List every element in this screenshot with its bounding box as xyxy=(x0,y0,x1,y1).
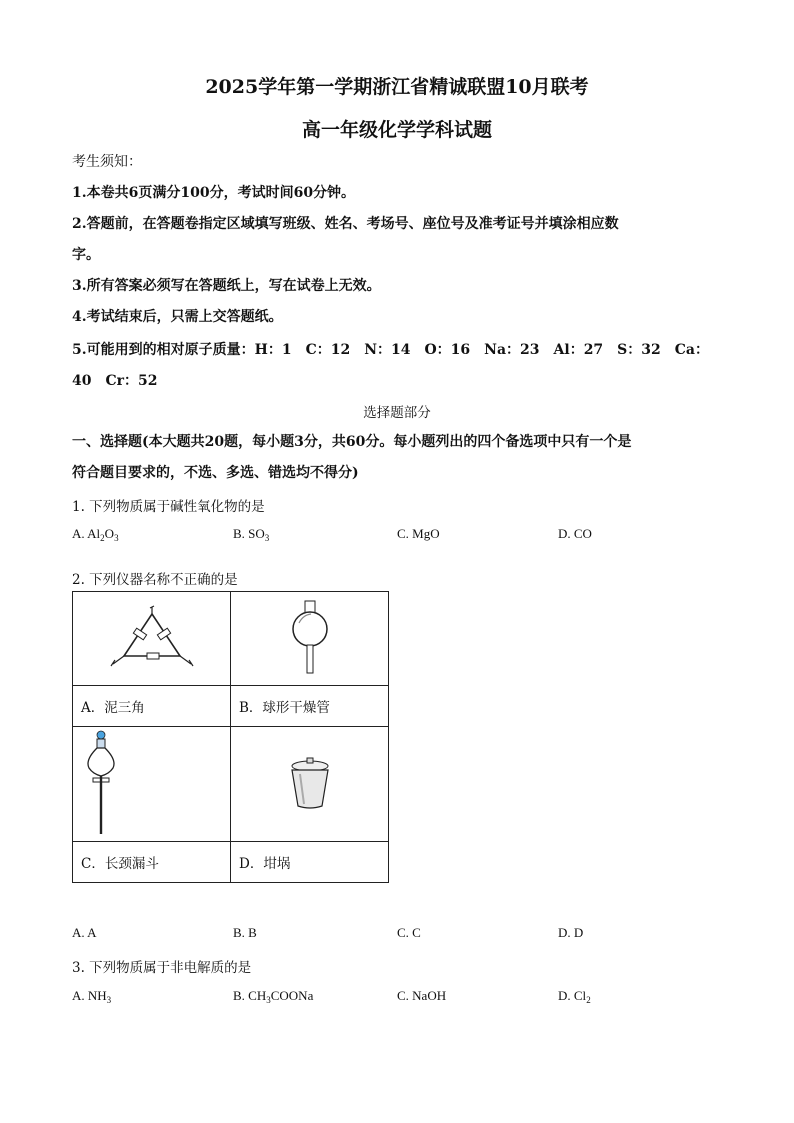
notice-item-5-cont: 40 Cr：52 xyxy=(72,373,158,389)
section-title: 选择题部分 xyxy=(363,405,431,421)
q2-stem: 2. 下列仪器名称不正确的是 xyxy=(72,572,238,588)
cell-drying-tube-image xyxy=(231,592,389,686)
q3-option-b: B. $CH_3COONa$ xyxy=(233,988,314,1005)
cell-funnel-image xyxy=(73,727,231,842)
q3-option-d: D. $Cl_2$ xyxy=(558,988,591,1005)
q1-option-b: B. $SO_3$ xyxy=(233,526,270,543)
notice-item-2: 2.答题前，在答题卷指定区域填写班级、姓名、考场号、座位号及准考证号并填涂相应数 xyxy=(72,216,619,232)
cell-crucible-image xyxy=(231,727,389,842)
separatory-funnel-icon xyxy=(81,730,121,838)
exam-title: 2025学年第一学期浙江省精诚联盟10月联考 xyxy=(205,76,589,98)
q3-option-a: A. $NH_3$ xyxy=(72,988,112,1005)
q1-option-c: C. MgO xyxy=(397,526,440,541)
notice-item-2-cont: 字。 xyxy=(72,247,100,263)
cell-label-b: B．球形干燥管 xyxy=(231,686,389,727)
notice-item-5: 5.可能用到的相对原子质量：H：1 C：12 N：14 O：16 Na：23 Al：27 S：32 Ca： xyxy=(72,342,709,358)
notice-heading: 考生须知： xyxy=(72,154,142,170)
clay-triangle-icon xyxy=(107,604,197,674)
section-instructions: 一、选择题(本大题共20题，每小题3分，共60分。每小题列出的四个备选项中只有一个是 xyxy=(72,434,632,450)
q1-option-a: A. $Al_2O_3$ xyxy=(72,526,119,543)
q2-option-c: C. C xyxy=(397,925,421,940)
cell-clay-triangle-image xyxy=(73,592,231,686)
q1-option-d: D. CO xyxy=(558,526,592,541)
q2-option-d: D. D xyxy=(558,925,584,940)
notice-item-4: 4.考试结束后，只需上交答题纸。 xyxy=(72,309,283,325)
q1-stem: 1. 下列物质属于碱性氧化物的是 xyxy=(72,499,265,515)
notice-item-1: 1.本卷共6页满分100分，考试时间60分钟。 xyxy=(72,185,356,201)
drying-tube-icon xyxy=(285,599,335,679)
q2-option-a: A. A xyxy=(72,925,97,940)
q2-option-b: B. B xyxy=(233,925,257,940)
crucible-icon xyxy=(280,754,340,814)
notice-item-3: 3.所有答案必须写在答题纸上，写在试卷上无效。 xyxy=(72,278,381,294)
cell-label-c: C．长颈漏斗 xyxy=(73,842,231,883)
instrument-table xyxy=(72,591,389,883)
cell-label-d: D．坩埚 xyxy=(231,842,389,883)
cell-label-a: A．泥三角 xyxy=(73,686,231,727)
q3-option-c: C. NaOH xyxy=(397,988,447,1003)
q3-stem: 3. 下列物质属于非电解质的是 xyxy=(72,960,252,976)
exam-subtitle: 高一年级化学学科试题 xyxy=(301,119,492,141)
section-instructions-cont: 符合题目要求的，不选、多选、错选均不得分) xyxy=(72,465,359,481)
